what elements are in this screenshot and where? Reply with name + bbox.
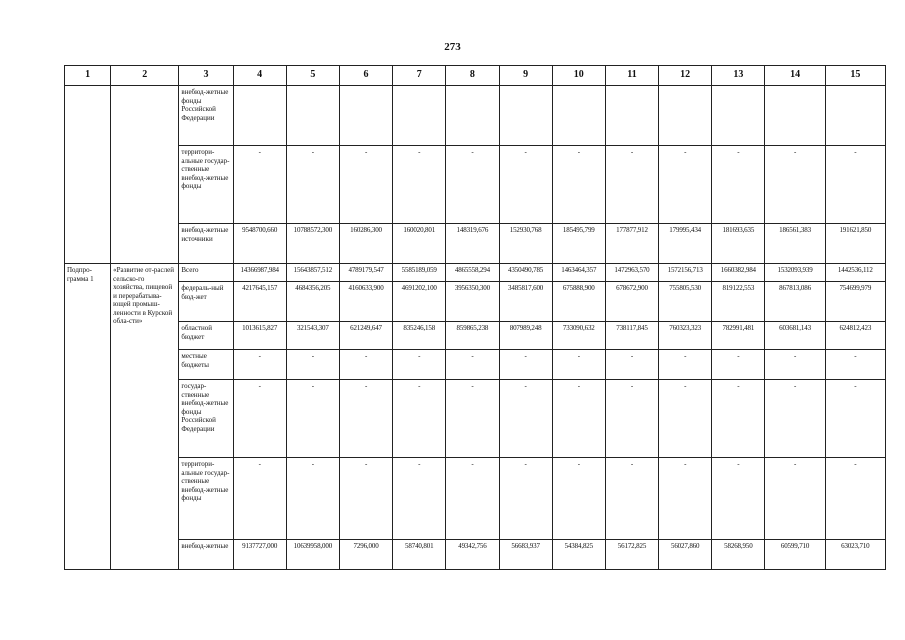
value-cell — [659, 86, 712, 146]
value-cell: 186561,383 — [765, 224, 825, 264]
value-cell: 58268,950 — [712, 540, 765, 570]
column-header: 9 — [499, 66, 552, 86]
value-cell: 621249,647 — [339, 322, 392, 350]
value-cell: - — [499, 350, 552, 380]
value-cell: - — [712, 380, 765, 458]
value-cell: 321543,307 — [286, 322, 339, 350]
value-cell: - — [659, 350, 712, 380]
table-row — [65, 224, 886, 264]
value-cell: - — [825, 458, 885, 540]
source-label: федераль-ный бюд-жет — [179, 282, 233, 322]
value-cell — [825, 86, 885, 146]
value-cell: 10639958,000 — [286, 540, 339, 570]
value-cell: 14366987,984 — [233, 264, 286, 282]
table-row — [65, 380, 886, 458]
value-cell: 54384,825 — [552, 540, 605, 570]
value-cell: 1532093,939 — [765, 264, 825, 282]
column-header: 8 — [446, 66, 499, 86]
program-title-cell-empty — [111, 86, 179, 264]
value-cell: - — [446, 458, 499, 540]
value-cell: 5585189,059 — [393, 264, 446, 282]
value-cell: 760323,323 — [659, 322, 712, 350]
budget-table — [64, 65, 886, 570]
column-header: 2 — [111, 66, 179, 86]
value-cell: - — [233, 458, 286, 540]
value-cell: - — [393, 350, 446, 380]
column-header: 5 — [286, 66, 339, 86]
value-cell: 603681,143 — [765, 322, 825, 350]
value-cell: - — [233, 380, 286, 458]
value-cell: - — [552, 350, 605, 380]
table-row — [65, 350, 886, 380]
value-cell: - — [765, 380, 825, 458]
value-cell: 859865,238 — [446, 322, 499, 350]
value-cell: 4350490,785 — [499, 264, 552, 282]
page-number: 273 — [444, 41, 461, 53]
value-cell: - — [339, 380, 392, 458]
value-cell: 1463464,357 — [552, 264, 605, 282]
source-label: областной бюджет — [179, 322, 233, 350]
value-cell: 58740,801 — [393, 540, 446, 570]
value-cell: - — [712, 350, 765, 380]
value-cell: 4865558,294 — [446, 264, 499, 282]
value-cell: 782991,481 — [712, 322, 765, 350]
value-cell: 867813,086 — [765, 282, 825, 322]
value-cell: - — [286, 380, 339, 458]
value-cell: - — [286, 458, 339, 540]
value-cell — [765, 86, 825, 146]
column-header: 14 — [765, 66, 825, 86]
value-cell: - — [499, 458, 552, 540]
value-cell: 1572156,713 — [659, 264, 712, 282]
value-cell: 3485817,600 — [499, 282, 552, 322]
value-cell: - — [393, 146, 446, 224]
value-cell: 56027,860 — [659, 540, 712, 570]
source-label: Всего — [179, 264, 233, 282]
table-row — [65, 282, 886, 322]
value-cell: - — [605, 380, 658, 458]
value-cell: 160286,300 — [339, 224, 392, 264]
value-cell: - — [712, 458, 765, 540]
value-cell: 754699,979 — [825, 282, 885, 322]
value-cell: 4160633,900 — [339, 282, 392, 322]
column-header: 15 — [825, 66, 885, 86]
source-label: государ-ственные внебюд-жетные фонды Российской Федерации — [179, 380, 233, 458]
value-cell: 49342,756 — [446, 540, 499, 570]
subprogram-title: «Развитие от-раслей сельско-го хозяйства, пищевой и перерабатыва-ющей промыш-ленности в Курской обла-сти» — [111, 264, 179, 570]
value-cell: 152930,768 — [499, 224, 552, 264]
value-cell: - — [393, 380, 446, 458]
value-cell: 807989,248 — [499, 322, 552, 350]
value-cell: - — [446, 350, 499, 380]
value-cell: 733090,632 — [552, 322, 605, 350]
value-cell: 678672,900 — [605, 282, 658, 322]
table-row — [65, 86, 886, 146]
program-cell-empty — [65, 86, 111, 264]
value-cell: 1472963,570 — [605, 264, 658, 282]
value-cell: 1013615,827 — [233, 322, 286, 350]
table-row — [65, 146, 886, 224]
value-cell: 56172,825 — [605, 540, 658, 570]
value-cell — [286, 86, 339, 146]
source-label: внебюд-жетные фонды Российской Федерации — [179, 86, 233, 146]
value-cell — [233, 86, 286, 146]
value-cell: - — [393, 458, 446, 540]
value-cell: 755805,530 — [659, 282, 712, 322]
value-cell: 63023,710 — [825, 540, 885, 570]
value-cell: - — [339, 146, 392, 224]
value-cell: - — [499, 146, 552, 224]
column-header: 7 — [393, 66, 446, 86]
value-cell: - — [552, 380, 605, 458]
column-header: 4 — [233, 66, 286, 86]
value-cell: 835246,158 — [393, 322, 446, 350]
value-cell: 3956350,300 — [446, 282, 499, 322]
value-cell — [446, 86, 499, 146]
value-cell: 4217645,157 — [233, 282, 286, 322]
table-row — [65, 322, 886, 350]
source-label: внебюд-жетные — [179, 540, 233, 570]
value-cell: - — [605, 146, 658, 224]
value-cell: - — [605, 350, 658, 380]
value-cell: 9548700,660 — [233, 224, 286, 264]
value-cell: - — [446, 380, 499, 458]
value-cell: - — [659, 458, 712, 540]
value-cell: - — [286, 350, 339, 380]
value-cell: - — [233, 350, 286, 380]
value-cell: 4684356,205 — [286, 282, 339, 322]
value-cell: - — [765, 146, 825, 224]
value-cell: 1660382,984 — [712, 264, 765, 282]
value-cell: 191621,850 — [825, 224, 885, 264]
value-cell: - — [233, 146, 286, 224]
value-cell: - — [605, 458, 658, 540]
value-cell: - — [552, 458, 605, 540]
value-cell: - — [659, 146, 712, 224]
value-cell — [552, 86, 605, 146]
value-cell: 7296,000 — [339, 540, 392, 570]
table-row — [65, 540, 886, 570]
value-cell: 819122,553 — [712, 282, 765, 322]
value-cell: - — [286, 146, 339, 224]
column-header: 11 — [605, 66, 658, 86]
value-cell: 4789179,547 — [339, 264, 392, 282]
table-body — [65, 66, 886, 570]
value-cell: 624812,423 — [825, 322, 885, 350]
value-cell: - — [765, 350, 825, 380]
value-cell: - — [765, 458, 825, 540]
table-row — [65, 264, 886, 282]
value-cell: 738117,845 — [605, 322, 658, 350]
value-cell: 4691202,100 — [393, 282, 446, 322]
value-cell: - — [825, 350, 885, 380]
value-cell — [339, 86, 392, 146]
value-cell — [393, 86, 446, 146]
value-cell: - — [446, 146, 499, 224]
source-label: территори-альные государ-ственные внебюд-жетные фонды — [179, 458, 233, 540]
column-header: 1 — [65, 66, 111, 86]
value-cell: - — [712, 146, 765, 224]
column-header: 6 — [339, 66, 392, 86]
column-header: 13 — [712, 66, 765, 86]
source-label: внебюд-жетные источники — [179, 224, 233, 264]
source-label: местные бюджеты — [179, 350, 233, 380]
value-cell: 56683,937 — [499, 540, 552, 570]
value-cell: 177877,912 — [605, 224, 658, 264]
value-cell: 185495,799 — [552, 224, 605, 264]
value-cell: 160020,801 — [393, 224, 446, 264]
column-header: 12 — [659, 66, 712, 86]
value-cell: 181693,635 — [712, 224, 765, 264]
value-cell — [499, 86, 552, 146]
header-row — [65, 66, 886, 86]
value-cell: - — [825, 146, 885, 224]
value-cell: 60599,710 — [765, 540, 825, 570]
value-cell: 15643857,512 — [286, 264, 339, 282]
value-cell: - — [339, 458, 392, 540]
table-row — [65, 458, 886, 540]
value-cell: - — [499, 380, 552, 458]
column-header: 3 — [179, 66, 233, 86]
value-cell: 179995,434 — [659, 224, 712, 264]
value-cell: 148319,676 — [446, 224, 499, 264]
value-cell — [712, 86, 765, 146]
column-header: 10 — [552, 66, 605, 86]
value-cell: 9137727,000 — [233, 540, 286, 570]
value-cell: - — [552, 146, 605, 224]
value-cell: - — [339, 350, 392, 380]
value-cell: 675888,900 — [552, 282, 605, 322]
subprogram-name: Подпро-грамма 1 — [65, 264, 111, 570]
source-label: территори-альные государ-ственные внебюд-жетные фонды — [179, 146, 233, 224]
value-cell: 10788572,300 — [286, 224, 339, 264]
value-cell: 1442536,112 — [825, 264, 885, 282]
value-cell: - — [825, 380, 885, 458]
value-cell: - — [659, 380, 712, 458]
value-cell — [605, 86, 658, 146]
